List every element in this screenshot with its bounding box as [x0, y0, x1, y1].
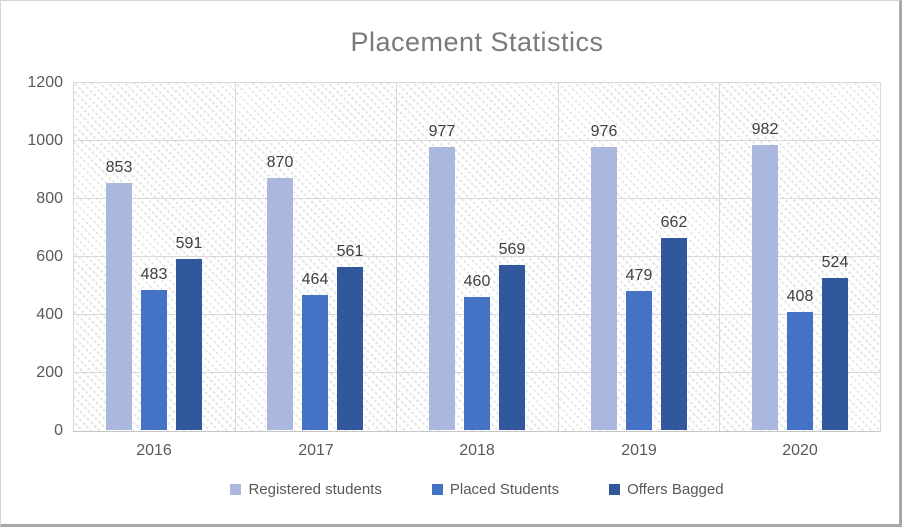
- bar-offers-bagged: [176, 259, 202, 430]
- vertical-gridline: [235, 83, 236, 431]
- x-tick-label: 2020: [782, 442, 818, 459]
- bar-placed-students: [464, 297, 490, 430]
- bar-offers-bagged: [337, 267, 363, 430]
- horizontal-gridline: [73, 82, 881, 83]
- bar-registered-students: [267, 178, 293, 430]
- y-tick-label: 200: [36, 364, 63, 381]
- legend-label: Offers Bagged: [627, 480, 724, 498]
- y-tick-label: 600: [36, 248, 63, 265]
- y-tick-label: 1000: [27, 132, 63, 149]
- legend-swatch-icon: [230, 484, 241, 495]
- y-tick-label: 400: [36, 306, 63, 323]
- vertical-gridline: [396, 83, 397, 431]
- bar-value-label: 460: [463, 273, 491, 290]
- bar-registered-students: [591, 147, 617, 430]
- bar-placed-students: [302, 295, 328, 430]
- bar-value-label: 483: [140, 266, 168, 283]
- x-tick-label: 2017: [298, 442, 334, 459]
- bar-placed-students: [141, 290, 167, 430]
- legend-label: Registered students: [248, 480, 382, 498]
- x-axis: [73, 442, 881, 464]
- bar-value-label: 870: [266, 154, 294, 171]
- bar-offers-bagged: [822, 278, 848, 430]
- vertical-gridline: [719, 83, 720, 431]
- bar-value-label: 569: [498, 241, 526, 258]
- plot-area: [73, 83, 881, 431]
- bar-value-label: 853: [105, 159, 133, 176]
- legend: [73, 479, 881, 499]
- horizontal-gridline: [73, 431, 881, 432]
- legend-label: Placed Students: [449, 480, 560, 498]
- bar-registered-students: [106, 183, 132, 430]
- legend-item-placed-students: [432, 481, 559, 498]
- bar-value-label: 982: [751, 121, 779, 138]
- legend-item-registered-students: [230, 481, 381, 498]
- bar-value-label: 976: [590, 123, 618, 140]
- bar-placed-students: [626, 291, 652, 430]
- bar-value-label: 408: [786, 288, 814, 305]
- bar-value-label: 561: [336, 243, 364, 260]
- x-tick-label: 2019: [621, 442, 657, 459]
- y-axis: [1, 74, 63, 439]
- y-tick-label: 1200: [27, 74, 63, 91]
- y-tick-label: 800: [36, 190, 63, 207]
- bar-value-label: 464: [301, 271, 329, 288]
- x-tick-label: 2018: [459, 442, 495, 459]
- legend-swatch-icon: [609, 484, 620, 495]
- bar-value-label: 591: [175, 235, 203, 252]
- vertical-gridline: [73, 83, 74, 431]
- x-tick-label: 2016: [136, 442, 172, 459]
- bar-value-label: 479: [625, 267, 653, 284]
- vertical-gridline: [880, 83, 881, 431]
- y-tick-label: 0: [54, 422, 63, 439]
- legend-item-offers-bagged: [609, 481, 723, 498]
- bar-value-label: 662: [660, 214, 688, 231]
- horizontal-gridline: [73, 140, 881, 141]
- bar-placed-students: [787, 312, 813, 430]
- bar-value-label: 977: [428, 123, 456, 140]
- vertical-gridline: [558, 83, 559, 431]
- chart-title: Placement Statistics: [350, 27, 604, 57]
- bar-offers-bagged: [661, 238, 687, 430]
- bar-offers-bagged: [499, 265, 525, 430]
- bar-value-label: 524: [821, 254, 849, 271]
- legend-swatch-icon: [432, 484, 443, 495]
